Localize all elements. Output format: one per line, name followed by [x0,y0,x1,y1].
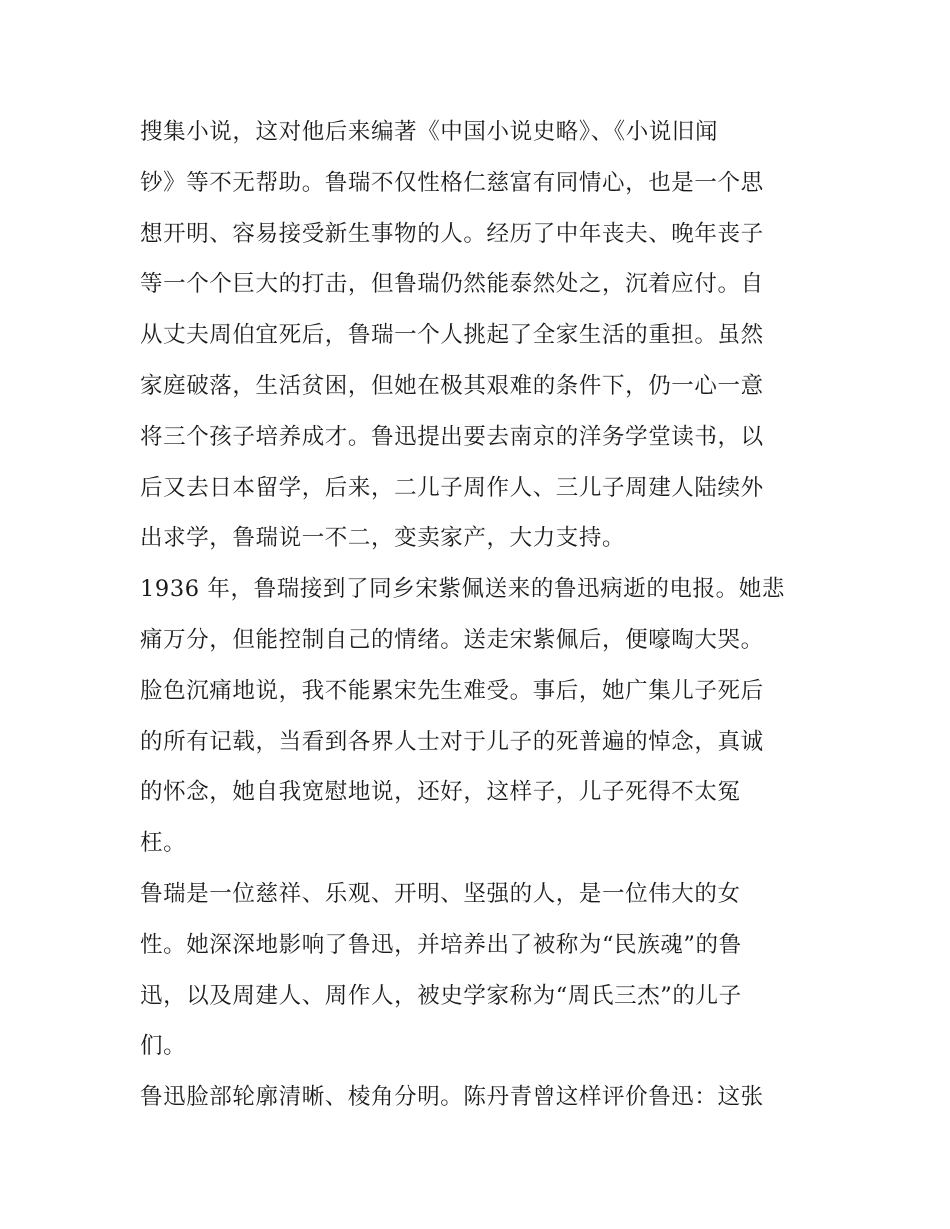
text-line: 脸色沉痛地说，我不能累宋先生难受。事后，她广集儿子死后 [140,677,764,704]
text-line: 家庭破落，生活贫困，但她在极其艰难的条件下，仍一心一意 [140,372,764,399]
text-line: 将三个孩子培养成才。鲁迅提出要去南京的洋务学堂读书，以 [140,423,764,450]
text-line: 想开明、容易接受新生事物的人。经历了中年丧夫、晚年丧子 [140,220,764,247]
text-body [140,107,820,1123]
text-line: 的所有记载，当看到各界人士对于儿子的死普遍的悼念，真诚 [140,728,764,755]
text-line: 出求学，鲁瑞说一不二，变卖家产，大力支持。 [140,525,626,552]
text-line: 搜集小说，这对他后来编著《中国小说史略》、《小说旧闻 [140,119,719,145]
text-line: 性。她深深地影响了鲁迅，并培养出了被称为“民族魂”的鲁 [140,931,742,958]
text-line: 钞》等不无帮助。鲁瑞不仅性格仁慈富有同情心，也是一个思 [140,169,764,196]
text-line: 迅，以及周建人、周作人，被史学家称为“周氏三杰”的儿子 [140,982,742,1009]
text-line: 鲁迅脸部轮廓清晰、棱角分明。陈丹青曾这样评价鲁迅：这张 [140,1084,764,1111]
text-line: 鲁瑞是一位慈祥、乐观、开明、坚强的人，是一位伟大的女 [140,880,741,907]
text-line: 们。 [140,1033,187,1060]
text-line: 等一个个巨大的打击，但鲁瑞仍然能泰然处之，沉着应付。自 [140,271,764,298]
text-line: 1936 年，鲁瑞接到了同乡宋紫佩送来的鲁迅病逝的电报。她悲 [140,576,785,603]
text-line: 的怀念，她自我宽慰地说，还好，这样子，儿子死得不太冤 [140,779,741,806]
text-line: 痛万分，但能控制自己的情绪。送走宋紫佩后，便嚎啕大哭。 [140,626,764,653]
text-line: 枉。 [140,830,187,857]
text-line: 从丈夫周伯宜死后，鲁瑞一个人挑起了全家生活的重担。虽然 [140,322,764,349]
text-line: 后又去日本留学，后来，二儿子周作人、三儿子周建人陆续外 [140,474,764,501]
